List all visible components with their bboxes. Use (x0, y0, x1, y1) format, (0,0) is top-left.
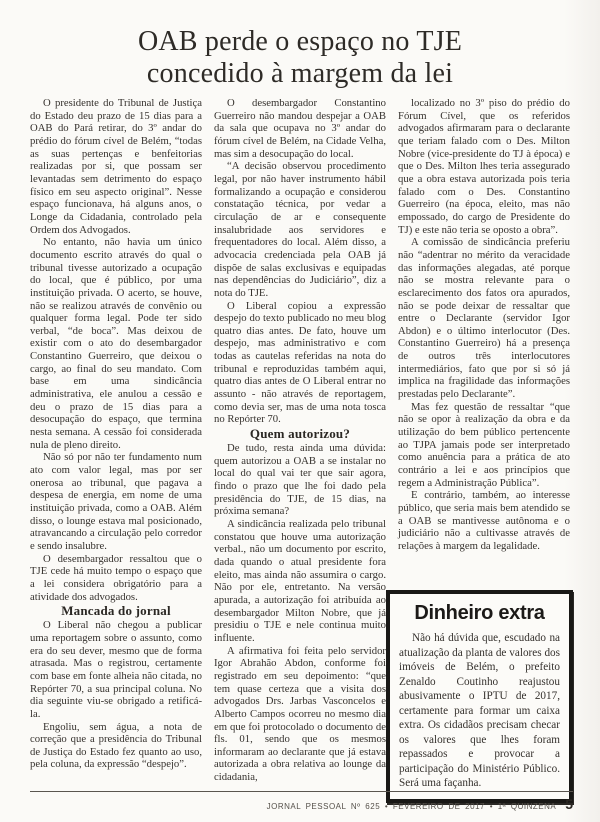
paragraph: O desembargador Constantino Guerreiro não mandou despejar a OAB da sala que ocupava no 3º andar do fórum cível de Belém, na Cidade Velha, mas sim a desocupação do local. (214, 97, 386, 160)
paragraph: “A decisão observou procedimento legal, por não haver instrumento hábil formalizando a ocupação e considerou constatação técnica, por vedar a circulação de ar e consequente insalubridade aos servidores e frequentadores do local. Além disso, a advocacia credenciada pela OAB já dispõe de salas exclusivas e equipadas nas dependências do Judiciário”, diz a nota do TJE. (214, 160, 386, 299)
paragraph: Engoliu, sem água, a nota de correção que a presidência do Tribunal de Justiça do Estado fez quanto ao uso, pela coluna, da expressão “despejo”. (30, 720, 202, 771)
paragraph: O presidente do Tribunal de Justiça do Estado deu prazo de 15 dias para a OAB do Pará retirar, do 3º andar do prédio do fórum cível de Belém, “todas as suas pertenças e benfeitorias realizadas por si, que possam ser levantadas sem detrimento do espaço físico em seu aspecto original”. Nesse espaço funcionava, há alguns anos, o Longe da Cidadania, controlado pela Ordem dos Advogados. (30, 97, 202, 236)
paragraph: O desembargador ressaltou que o TJE cede há muito tempo o espaço que a lei considera obrigatório para a atividade dos advogados. (30, 552, 202, 603)
subheading-mancada-do-jornal: Mancada do jornal (61, 603, 171, 619)
column-left (30, 97, 202, 797)
paragraph: E contrário, também, ao interesse público, que seria mais bem atendido se a OAB se mantivesse autônoma e o judiciário não a cultivasse através de relações à margem da legalidade. (398, 489, 570, 552)
article-title-line2: concedido à margem da lei (146, 58, 454, 89)
paragraph: A afirmativa foi feita pelo servidor Igor Abrahão Abdon, conforme foi registrado em seu depoimento: “que tem quase certeza que a visita dos advogados Drs. Jarbas Vasconcelos e Alberto Campos ocorreu no mesmo dia em que foi protocolado o documento de fls. 01, sendo que os mesmos informaram ao declarante que já estava autorizada a obra relativa ao lounge da cidadania, (214, 644, 386, 784)
footer-issue-text: JORNAL PESSOAL Nº 625 • FEVEREIRO DE 2017 • 1ª QUINZENA (266, 802, 557, 811)
page-footer (30, 791, 573, 814)
column-middle (214, 97, 386, 797)
sidebar-box-title: Dinheiro extra (414, 602, 545, 624)
paragraph: No entanto, não havia um único documento escrito através do qual o tribunal tivesse autorizado a ocupação do local, que é público, por uma instituição privada. O acerto, se houve, não se realizou através de convênio ou qualquer forma legal. Pode ter sido verbal, “de boca”. Mas deixou de existir com o ato do desembargador Constantino Guerreiro, que deixou o cargo, ao final do seu mandato. Com base em uma sindicância administrativa, ele anulou a cessão e deu o prazo de 15 dias para a desocupação do espaço, que termina nesta semana. A cessão foi considerada nula de pleno direito. (30, 236, 202, 451)
sidebar-box-body: Não há dúvida que, escudado na atualização da planta de valores dos imóveis de Belém, o prefeito Zenaldo Coutinho reajustou abusivamente o IPTU de 2017, certamente para formar um caixa extra. Os cidadãos precisam checar os valores que lhes foram repassados e provocar a participação do Ministério Público. Será uma façanha. (399, 632, 560, 789)
paragraph: De tudo, resta ainda uma dúvida: quem autorizou a OAB a se instalar no local do qual vai ter que sair agora, findo o prazo que lhe foi dado pela presidência do TJE, de 15 dias, na próxima semana? (214, 442, 386, 518)
article-title (0, 26, 600, 90)
paragraph: O Liberal não chegou a publicar uma reportagem sobre o assunto, como era do seu dever, mesmo que de forma atrasada. Mas o registrou, certamente com base em fonte alheia não citada, no Repórter 70, a sua principal coluna. No dia seguinte viu-se obrigado a retificá-la. (30, 619, 202, 720)
paragraph: Mas fez questão de ressaltar “que não se opor à realização da obra e da utilização do bem público pertencente ao TJPA jamais pode ser interpretado como anuência para a prática de ato contrário a lei e aos princípios que regem a Administração Pública”. (398, 400, 570, 489)
paragraph: Não só por não ter fundamento num ato com valor legal, mas por ser onerosa ao tribunal, que pagava a despesa de energia, em nome de uma instituição privada, como a OAB. Além disso, o lounge estava mal posicionado, atravancando a circulação pelo corredor e sendo insalubre. (30, 451, 202, 552)
paragraph: A sindicância realizada pelo tribunal constatou que houve uma autorização verbal., não um documento por escrito, dada quando o atual presidente fora eleito, mas ainda não assumira o cargo. Não por ele, entretanto. Na versão apurada, a autorização foi atribuída ao desembargador Milton Nobre, que já presidiu o TJE e nele continua muito influente. (214, 518, 386, 644)
article-title-line1: OAB perde o espaço no TJE (137, 26, 463, 57)
paragraph: localizado no 3º piso do prédio do Fórum Cível, que os referidos advogados afirmaram para o declarante que teriam falado com o Des. Milton Nobre (vice-presidente do TJ à época) e que o Des. Milton lhes teria assegurado que a obra estava autorizada pois teria falado com o Des. Constantino Guerreiro (na época, eleito, mas não empossado, do cargo de Presidente do TJ) e este não teria se oposto a obra”. (398, 97, 570, 236)
paragraph: O Liberal copiou a expressão despejo do texto publicado no meu blog quatro dias antes. De fato, houve um despejo, mas administrativo e com todas as cautelas referidas na nota do tribunal e reproduzidas também aqui, quatro dias antes de O Liberal entrar no assunto - não através de reportagem, como devia ser, mas de uma nota tosca no Repórter 70. (214, 299, 386, 426)
sidebar-box (386, 590, 573, 803)
page-number: 5 (565, 796, 573, 812)
subheading-quem-autorizou: Quem autorizou? (249, 426, 351, 442)
paragraph: A comissão de sindicância preferiu não “adentrar no mérito da veracidade das informações alegadas, até porque não se mostra relevante para o esclarecimento dos fatos ora apurados, não se pode deixar de ressaltar que entre o Declarante (servidor Igor Abdon) e o último interlocutor (Des. Constantino Guerreiro) há a presença de outros três interlocutores intermediários, fato que por si só já implica na fragilidade das informações prestadas pelo Declarante”. (398, 236, 570, 401)
